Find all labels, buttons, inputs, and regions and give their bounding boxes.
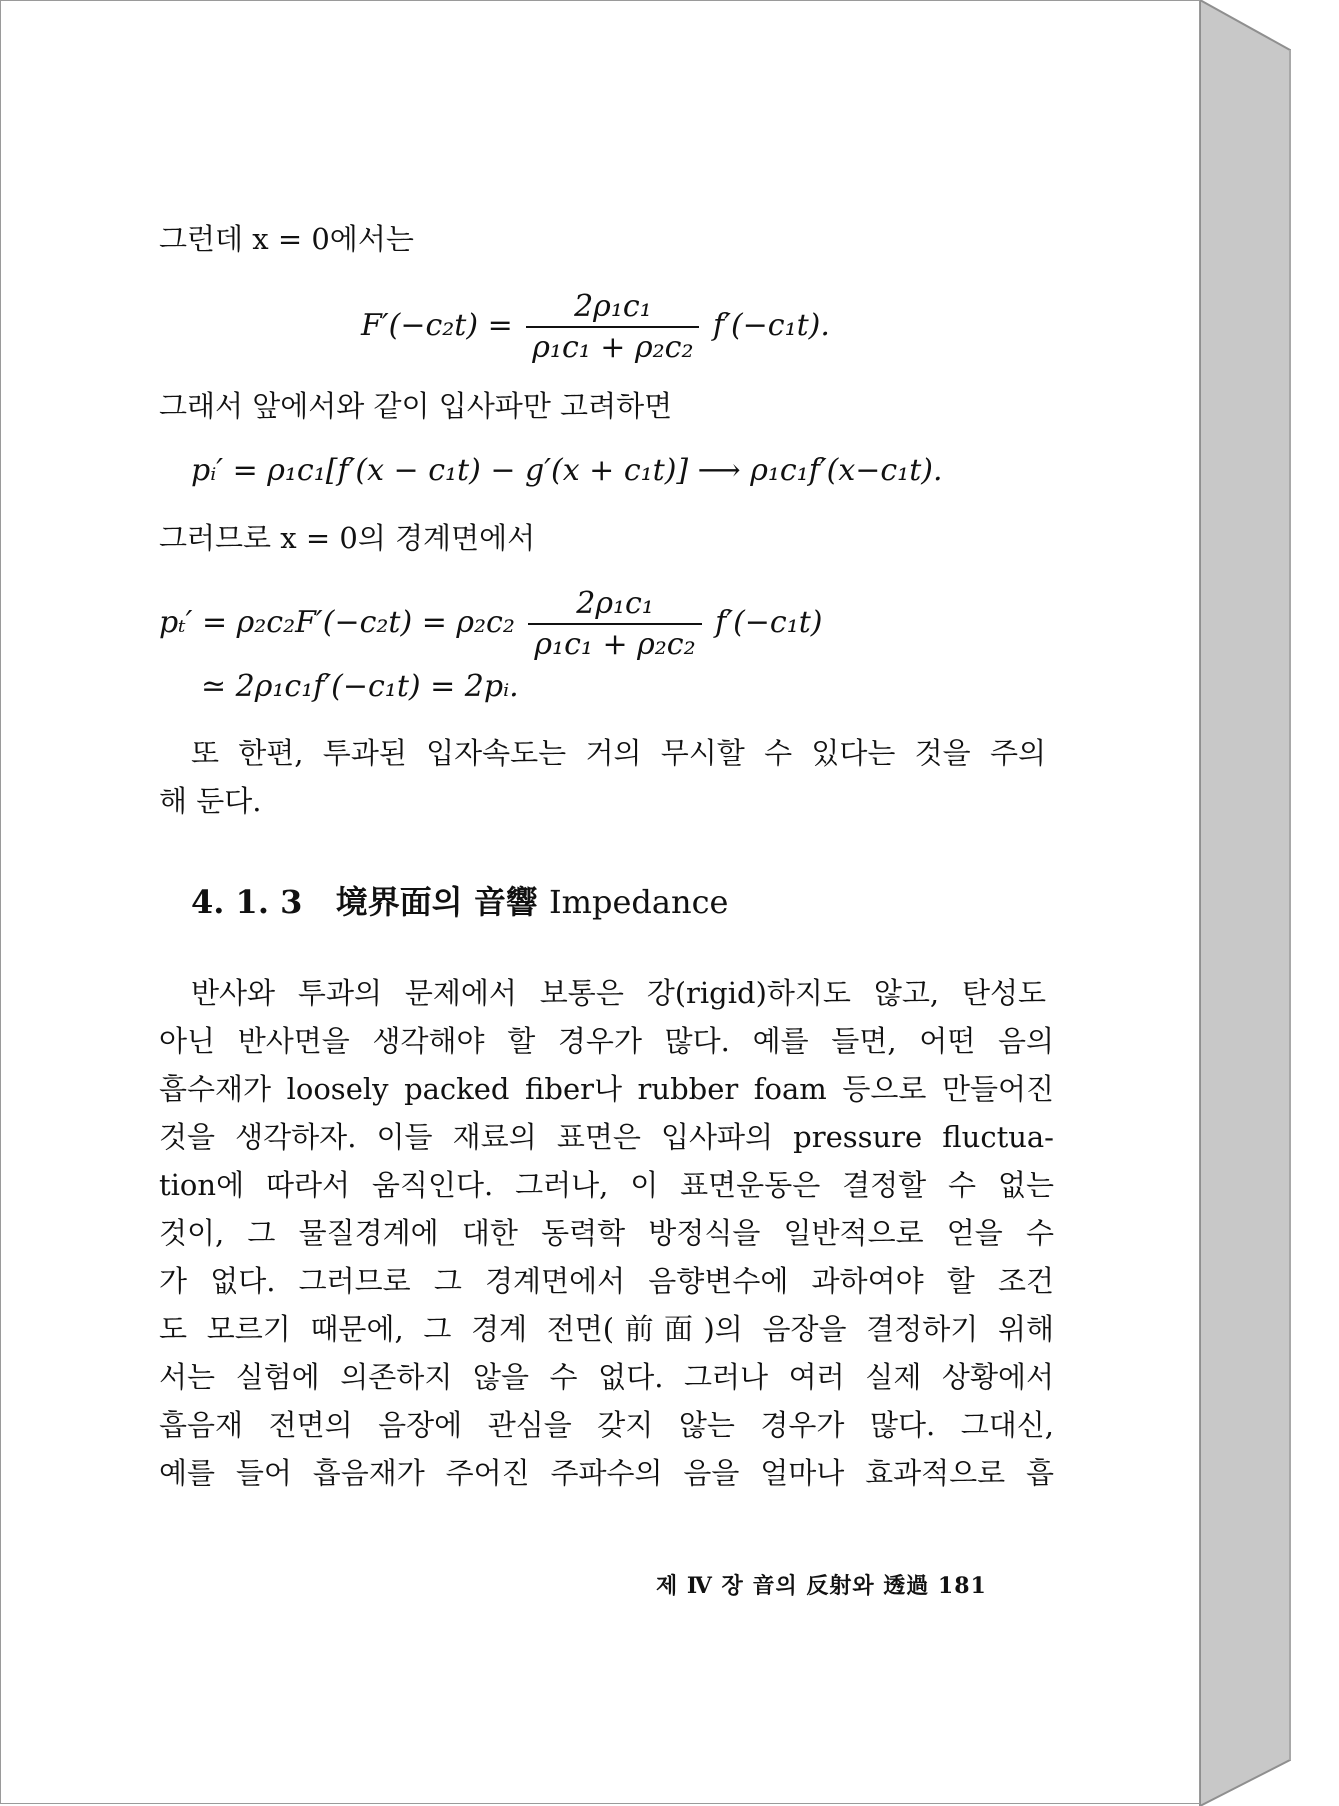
equation-3 (159, 586, 823, 662)
section-title-en: Impedance (548, 883, 729, 921)
fraction-numerator: 2ρ₁c₁ (528, 586, 701, 625)
fraction (528, 586, 701, 662)
paragraph-line: 흡수재가 loosely packed fiber나 rubber foam 등으로 만들어진 (159, 1072, 1054, 1106)
equation-rhs: f′(−c₁t) (715, 605, 823, 640)
paragraph-line: 가 없다. 그러므로 그 경계면에서 음향변수에 과하여야 할 조건 (159, 1264, 1054, 1298)
fraction-numerator: 2ρ₁c₁ (526, 289, 699, 328)
fraction (526, 289, 699, 365)
section-number: 4. 1. 3 (191, 883, 303, 921)
equation-2: pᵢ′ = ρ₁c₁[f′(x − c₁t) − g′(x + c₁t)] ⟶ ρ₁c₁f′(x−c₁t). (191, 453, 943, 488)
text-line: 그래서 앞에서와 같이 입사파만 고려하면 (159, 389, 673, 423)
fraction-denominator: ρ₁c₁ + ρ₂c₂ (534, 627, 696, 662)
text-line: 그런데 x = 0에서는 (159, 222, 414, 256)
equation-1 (361, 289, 830, 365)
paragraph-line: 반사와 투과의 문제에서 보통은 강(rigid)하지도 않고, 탄성도 (191, 976, 1046, 1010)
paragraph-line: 해 둔다. (159, 784, 262, 818)
equation-lhs: pₜ′ = ρ₂c₂F′(−c₂t) = ρ₂c₂ (159, 605, 515, 640)
paragraph-line: 흡음재 전면의 음장에 관심을 갖지 않는 경우가 많다. 그대신, (159, 1408, 1054, 1442)
section-heading (191, 877, 728, 923)
section-title-ko: 境界面의 音響 (335, 883, 538, 921)
page-footer: 제 Ⅳ 장 音의 反射와 透過 181 (656, 1573, 987, 1599)
paragraph-line: 것을 생각하자. 이들 재료의 표면은 입사파의 pressure fluctua- (159, 1120, 1054, 1154)
equation-lhs: F′(−c₂t) = (361, 308, 513, 343)
paragraph-line: 아닌 반사면을 생각해야 할 경우가 많다. 예를 들면, 어떤 음의 (159, 1024, 1054, 1058)
paragraph-line: tion에 따라서 움직인다. 그러나, 이 표면운동은 결정할 수 없는 (159, 1168, 1054, 1202)
equation-4: ≃ 2ρ₁c₁f′(−c₁t) = 2pᵢ. (201, 669, 519, 704)
fraction-denominator: ρ₁c₁ + ρ₂c₂ (532, 330, 694, 365)
paragraph-line: 서는 실험에 의존하지 않을 수 없다. 그러나 여러 실제 상황에서 (159, 1360, 1054, 1394)
paragraph-line: 것이, 그 물질경계에 대한 동력학 방정식을 일반적으로 얻을 수 (159, 1216, 1054, 1250)
paragraph-line: 예를 들어 흡음재가 주어진 주파수의 음을 얼마나 효과적으로 흡 (159, 1456, 1054, 1490)
equation-rhs: f′(−c₁t). (713, 308, 830, 343)
text-line: 그러므로 x = 0의 경계면에서 (159, 521, 536, 555)
paragraph-line: 도 모르기 때문에, 그 경계 전면(前面)의 음장을 결정하기 위해 (159, 1312, 1054, 1346)
paragraph-line: 또 한편, 투과된 입자속도는 거의 무시할 수 있다는 것을 주의 (191, 736, 1046, 770)
